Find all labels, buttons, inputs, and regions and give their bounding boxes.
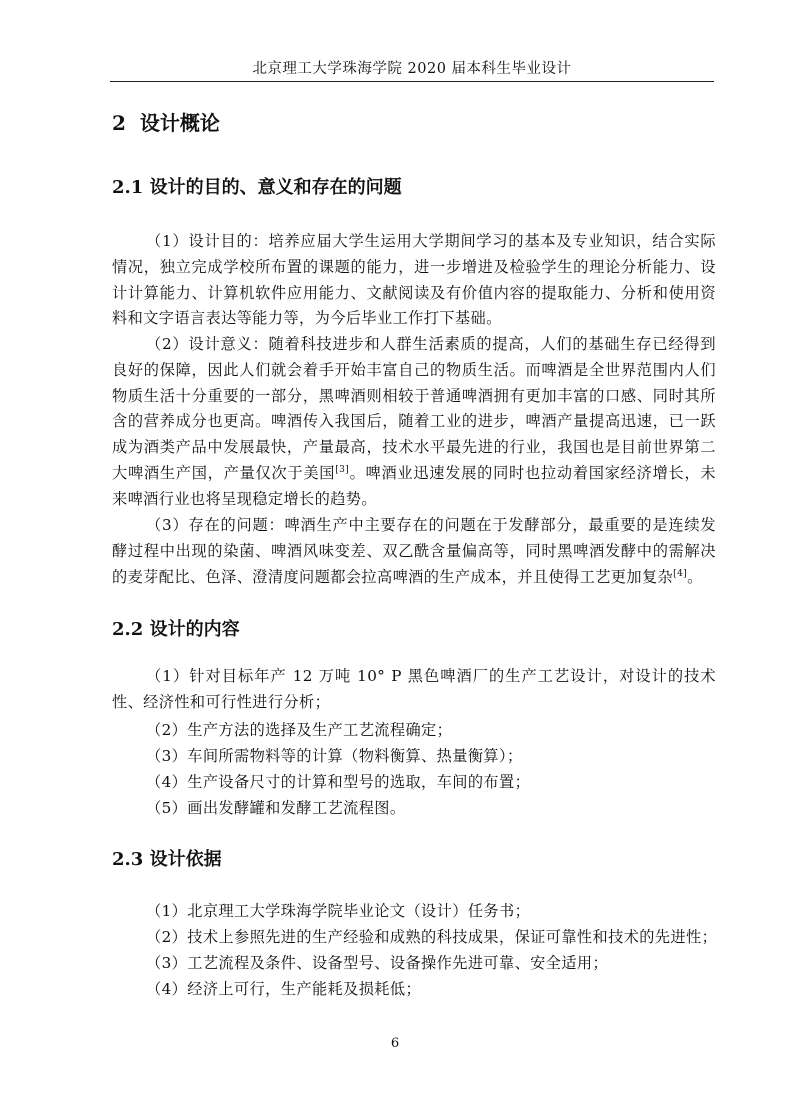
chapter-heading bbox=[112, 110, 220, 136]
citation-4: [4] bbox=[673, 568, 688, 579]
section-2-3-heading: 2.3 设计依据 bbox=[112, 849, 222, 870]
section-2-2-heading: 2.2 设计的内容 bbox=[112, 619, 240, 640]
s21-significance-text-a: （2）设计意义：随着科技进步和人群生活素质的提高，人们的基础生存已经得到良好的保障，因此人们就会着手开始丰富自己的物质生活。而啤酒是全世界范围内人们物质生活十分重要的一部分，黑啤酒则相较于普通啤酒拥有更加丰富的口感、同时其所含的营养成分也更高。啤酒传入我国后，随着工业的进步，啤酒产量提高迅速，已一跃成为酒类产品中发展最快，产量最高，技术水平最先进的行业，我国也是目前世界第二大啤酒生产国，产量仅次于美国 bbox=[112, 335, 716, 482]
s22-item-3: （3）车间所需物料等的计算（物料衡算、热量衡算）； bbox=[146, 747, 523, 765]
s23-item-4: （4）经济上可行，生产能耗及损耗低； bbox=[146, 980, 422, 998]
s22-item-2: （2）生产方法的选择及生产工艺流程确定； bbox=[146, 721, 453, 739]
chapter-title: 设计概论 bbox=[139, 111, 220, 135]
s21-significance-text-b: 。啤酒业迅速发展的同时也拉动着国家经济增长，未来啤酒行业也将呈现稳定增长的趋势。 bbox=[112, 463, 716, 508]
s21-problems-text-a: （3）存在的问题：啤酒生产中主要存在的问题在于发酵部分，最重要的是连续发酵过程中出现的染菌、啤酒风味变差、双乙酰含量偏高等，同时黑啤酒发酵中的需解决的麦芽配比、色泽、澄清度问题都会拉高啤酒的生产成本，并且使得工艺更加复杂 bbox=[112, 516, 716, 586]
s22-item-5: （5）画出发酵罐和发酵工艺流程图。 bbox=[146, 799, 406, 817]
s21-paragraph-significance bbox=[112, 332, 716, 513]
page-number: 6 bbox=[390, 1036, 400, 1051]
s21-paragraph-problems bbox=[112, 513, 716, 590]
s23-list bbox=[146, 898, 716, 1002]
s21-paragraph-purpose: （1）设计目的：培养应届大学生运用大学期间学习的基本及专业知识，结合实际情况，独立完成学校所布置的课题的能力，进一步增进及检验学生的理论分析能力、设计计算能力、计算机软件应用能力、文献阅读及有价值内容的提取能力、分析和使用资料和文字语言表达等能力等，为今后毕业工作打下基础。 bbox=[112, 232, 716, 328]
section-2-1-heading: 2.1 设计的目的、意义和存在的问题 bbox=[112, 177, 402, 198]
running-header: 北京理工大学珠海学院 2020 届本科生毕业设计 bbox=[110, 60, 714, 82]
s22-item-4: （4）生产设备尺寸的计算和型号的选取，车间的布置； bbox=[146, 773, 531, 791]
chapter-number: 2 bbox=[112, 111, 126, 135]
s22-list bbox=[146, 717, 716, 821]
s23-item-2: （2）技术上参照先进的生产经验和成熟的科技成果，保证可靠性和技术的先进性； bbox=[146, 928, 718, 946]
s23-item-3: （3）工艺流程及条件、设备型号、设备操作先进可靠、安全适用； bbox=[146, 954, 609, 972]
citation-3: [3] bbox=[335, 464, 350, 475]
s21-problems-text-b: 。 bbox=[687, 567, 703, 586]
s22-item-1: （1）针对目标年产 12 万吨 10° P 黑色啤酒厂的生产工艺设计，对设计的技术性、经济性和可行性进行分析； bbox=[112, 667, 716, 711]
s23-item-1: （1）北京理工大学珠海学院毕业论文（设计）任务书； bbox=[146, 902, 531, 920]
